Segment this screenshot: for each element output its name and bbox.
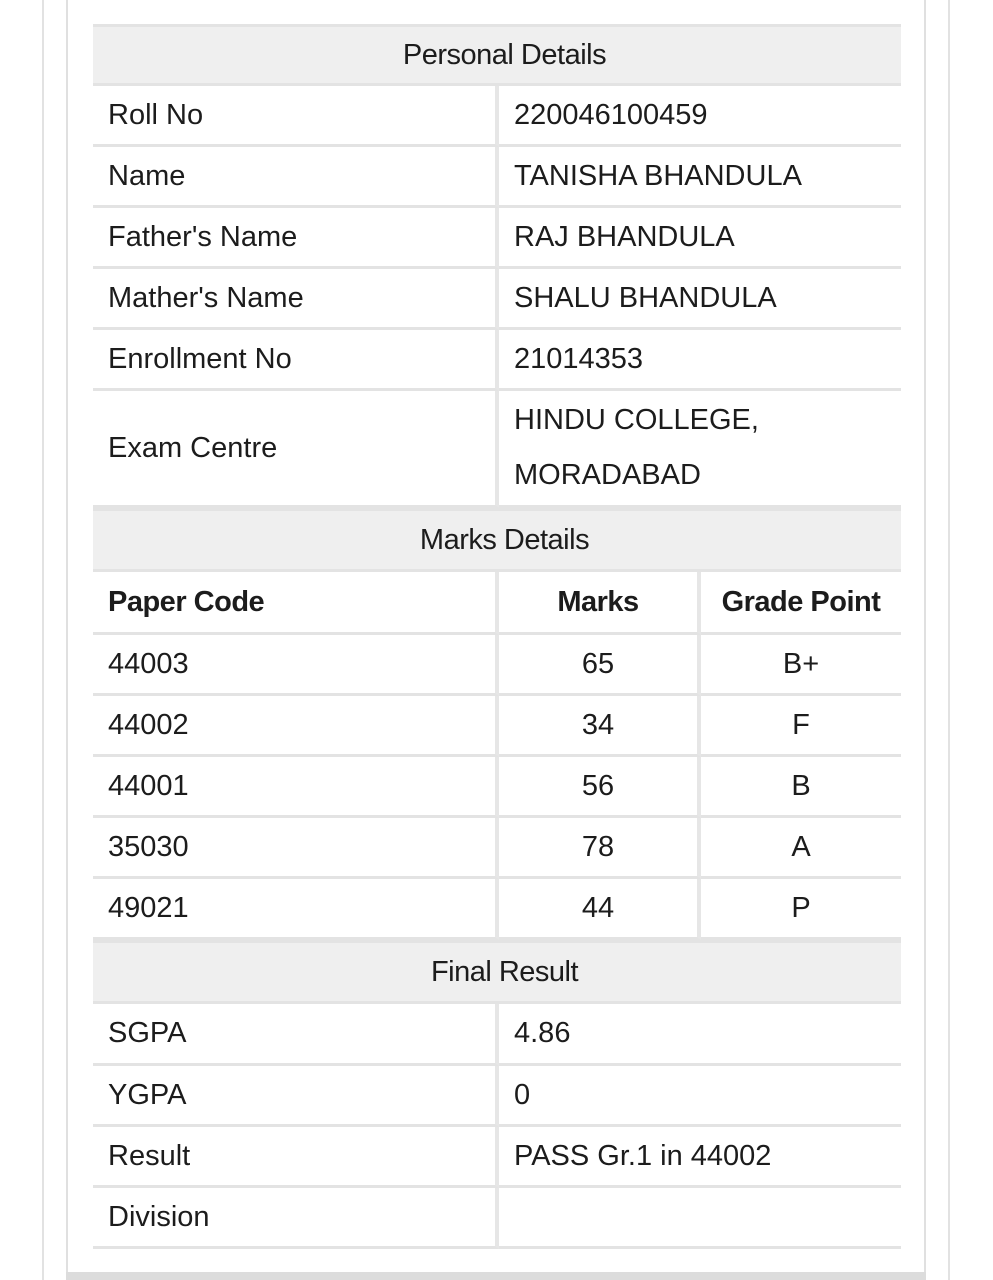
personal-details-header-row — [93, 24, 901, 86]
personal-row-enrollment-no — [93, 330, 901, 391]
name-label: Name — [93, 147, 499, 208]
marks-cell: 34 — [499, 696, 701, 757]
result-table — [93, 24, 901, 1249]
final-row-result — [93, 1127, 901, 1188]
exam-centre-line-1: HINDU COLLEGE, — [514, 404, 759, 436]
page-border-left — [42, 0, 44, 1280]
marks-row — [93, 757, 901, 818]
marks-column-header: Marks — [499, 572, 701, 635]
personal-row-mother-name — [93, 269, 901, 330]
marks-cell: 65 — [499, 635, 701, 696]
grade-point-column-header: Grade Point — [701, 572, 901, 635]
division-value — [499, 1188, 901, 1249]
result-value: PASS Gr.1 in 44002 — [499, 1127, 901, 1188]
name-value: TANISHA BHANDULA — [499, 147, 901, 208]
marks-cell: 78 — [499, 818, 701, 879]
enrollment-no-label: Enrollment No — [93, 330, 499, 391]
personal-row-name — [93, 147, 901, 208]
roll-no-label: Roll No — [93, 86, 499, 147]
marks-cell: 44 — [499, 879, 701, 940]
grade-point-cell: A — [701, 818, 901, 879]
ygpa-label: YGPA — [93, 1066, 499, 1127]
grade-point-cell: P — [701, 879, 901, 940]
marks-row — [93, 818, 901, 879]
marks-row — [93, 635, 901, 696]
division-label: Division — [93, 1188, 499, 1249]
personal-row-exam-centre — [93, 391, 901, 508]
exam-centre-label: Exam Centre — [93, 391, 499, 508]
marks-details-header-row — [93, 508, 901, 572]
final-result-heading: Final Result — [93, 940, 901, 1004]
final-row-division — [93, 1188, 901, 1249]
personal-row-father-name — [93, 208, 901, 269]
paper-code-cell: 35030 — [93, 818, 499, 879]
paper-code-cell: 44002 — [93, 696, 499, 757]
marks-details-heading: Marks Details — [93, 508, 901, 572]
mother-name-label: Mather's Name — [93, 269, 499, 330]
father-name-label: Father's Name — [93, 208, 499, 269]
enrollment-no-value: 21014353 — [499, 330, 901, 391]
marks-cell: 56 — [499, 757, 701, 818]
marks-row — [93, 879, 901, 940]
marks-column-header-row — [93, 572, 901, 635]
sgpa-label: SGPA — [93, 1004, 499, 1066]
personal-row-roll-no — [93, 86, 901, 147]
paper-code-cell: 44001 — [93, 757, 499, 818]
paper-code-cell: 44003 — [93, 635, 499, 696]
exam-centre-value — [499, 391, 901, 508]
final-result-header-row — [93, 940, 901, 1004]
paper-code-cell: 49021 — [93, 879, 499, 940]
page-border-right — [948, 0, 950, 1280]
final-row-ygpa — [93, 1066, 901, 1127]
roll-no-value: 220046100459 — [499, 86, 901, 147]
ygpa-value: 0 — [499, 1066, 901, 1127]
grade-point-cell: B+ — [701, 635, 901, 696]
marks-row — [93, 696, 901, 757]
paper-code-column-header: Paper Code — [93, 572, 499, 635]
result-label: Result — [93, 1127, 499, 1188]
final-row-sgpa — [93, 1004, 901, 1066]
exam-centre-line-2: MORADABAD — [514, 459, 701, 491]
grade-point-cell: B — [701, 757, 901, 818]
result-card-bottom-border — [66, 1272, 926, 1280]
personal-details-heading: Personal Details — [93, 24, 901, 86]
mother-name-value: SHALU BHANDULA — [499, 269, 901, 330]
grade-point-cell: F — [701, 696, 901, 757]
father-name-value: RAJ BHANDULA — [499, 208, 901, 269]
sgpa-value: 4.86 — [499, 1004, 901, 1066]
